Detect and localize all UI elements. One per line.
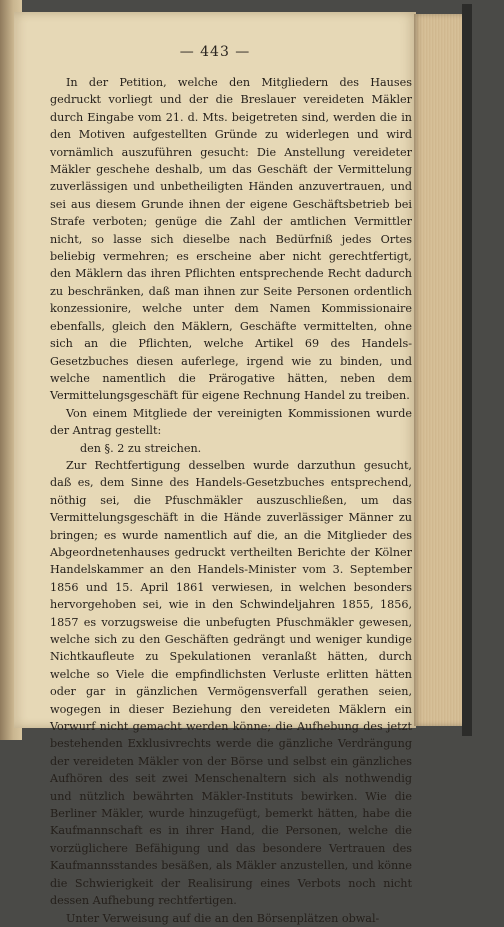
body-text	[50, 74, 412, 927]
book-cover-edge	[462, 4, 472, 736]
page-number: — 443 —	[179, 44, 251, 60]
paragraph-motion: Von einem Mitgliede der vereinigten Kommissionen wurde der Antrag gestellt:	[50, 406, 412, 438]
paragraph-closing: Unter Verweisung auf die an den Börsenplätzen obwal-	[66, 911, 380, 925]
paragraph-justification: Zur Rechtfertigung desselben wurde darzuthun gesucht, daß es, dem Sinne des Handels-Gesetzbuches entsprechend, nöthig sei, die Pfuschmäkler auszuschließen, um das Vermittelungsgeschäft in die Hände zuverlässiger Männer zu bringen; es wurde namentlich auf die, an die Mitglieder des Abgeordnetenhauses gedruckt vertheilten Berichte der Kölner Handelskammer an den Handels-Minister vom 3. September 1856 und 15. April 1861 verwiesen, in welchen besonders hervorgehoben sei, wie in den Schwindeljahren 1855, 1856, 1857 es vorzugsweise die unbefugten Pfuschmäkler gewesen, welche sich zu den Geschäften gedrängt und weniger kundige Nichtkaufleute zu Spekulationen veranlaßt hätten, durch welche so Viele die empfindlichsten Verluste erlitten hätten oder gar in gänzlichen Vermögensverfall gerathen seien, wogegen in dieser Beziehung den vereideten Mäklern ein Vorwurf nicht gemacht werden könne; die Aufhebung des jetzt bestehenden Exklusivrechts werde die gänzliche Verdrängung der vereideten Mäkler von der Börse und selbst ein gänzliches Aufhören des seit zwei Menschenaltern sich als nothwendig und nützlich bewährten Mäkler-Instituts bewirken. Wie die Berliner Mäkler, wurde hinzugefügt, bemerkt hätten, habe die Kaufmannschaft es in ihrer Hand, die Personen, welche die vorzüglichere Befähigung und das besondere Vertrauen des Kaufmannsstandes besäßen, als Mäkler anzustellen, und könne die Schwierigkeit der Realisirung eines Verbots noch nicht dessen Aufhebung rechtfertigen.	[50, 458, 412, 908]
paragraph-motion-text: den §. 2 zu streichen.	[80, 441, 202, 455]
page-stack-edge	[414, 14, 464, 726]
book-page	[14, 12, 416, 925]
paragraph-petition: In der Petition, welche den Mitgliedern des Hauses gedruckt vorliegt und der die Breslauer vereideten Mäkler durch Eingabe vom 21. d. Mts. beigetreten sind, werden die in den Motiven aufgestellten Gründe zu widerlegen und wird vornämlich auszuführen gesucht: Die Anstellung vereideter Mäkler geschehe deshalb, um das Geschäft der Vermittelung zuverlässigen und unbetheiligten Händen anzuvertrauen, und sei aus diesem Grunde ihnen der eigene Geschäftsbetrieb bei Strafe verboten; genüge die Zahl der amtlichen Vermittler nicht, so lasse sich dieselbe nach Bedürfniß jedes Ortes beliebig vermehren; es erscheine aber nicht gerechtfertigt, den Mäklern das ihren Pflichten entsprechende Recht dadurch zu beschränken, daß man ihnen zur Seite Personen ordentlich konzessionire, welche unter dem Namen Kommissionaire ebenfalls, gleich den Mäklern, Geschäfte vermittelten, ohne sich an die Pflichten, welche Artikel 69 des Handels-Gesetzbuches diesen auferlege, irgend wie zu binden, und welche namentlich die Prärogative hätten, neben dem Vermittelungsgeschäft für eigene Rechnung Handel zu treiben.	[50, 76, 412, 403]
